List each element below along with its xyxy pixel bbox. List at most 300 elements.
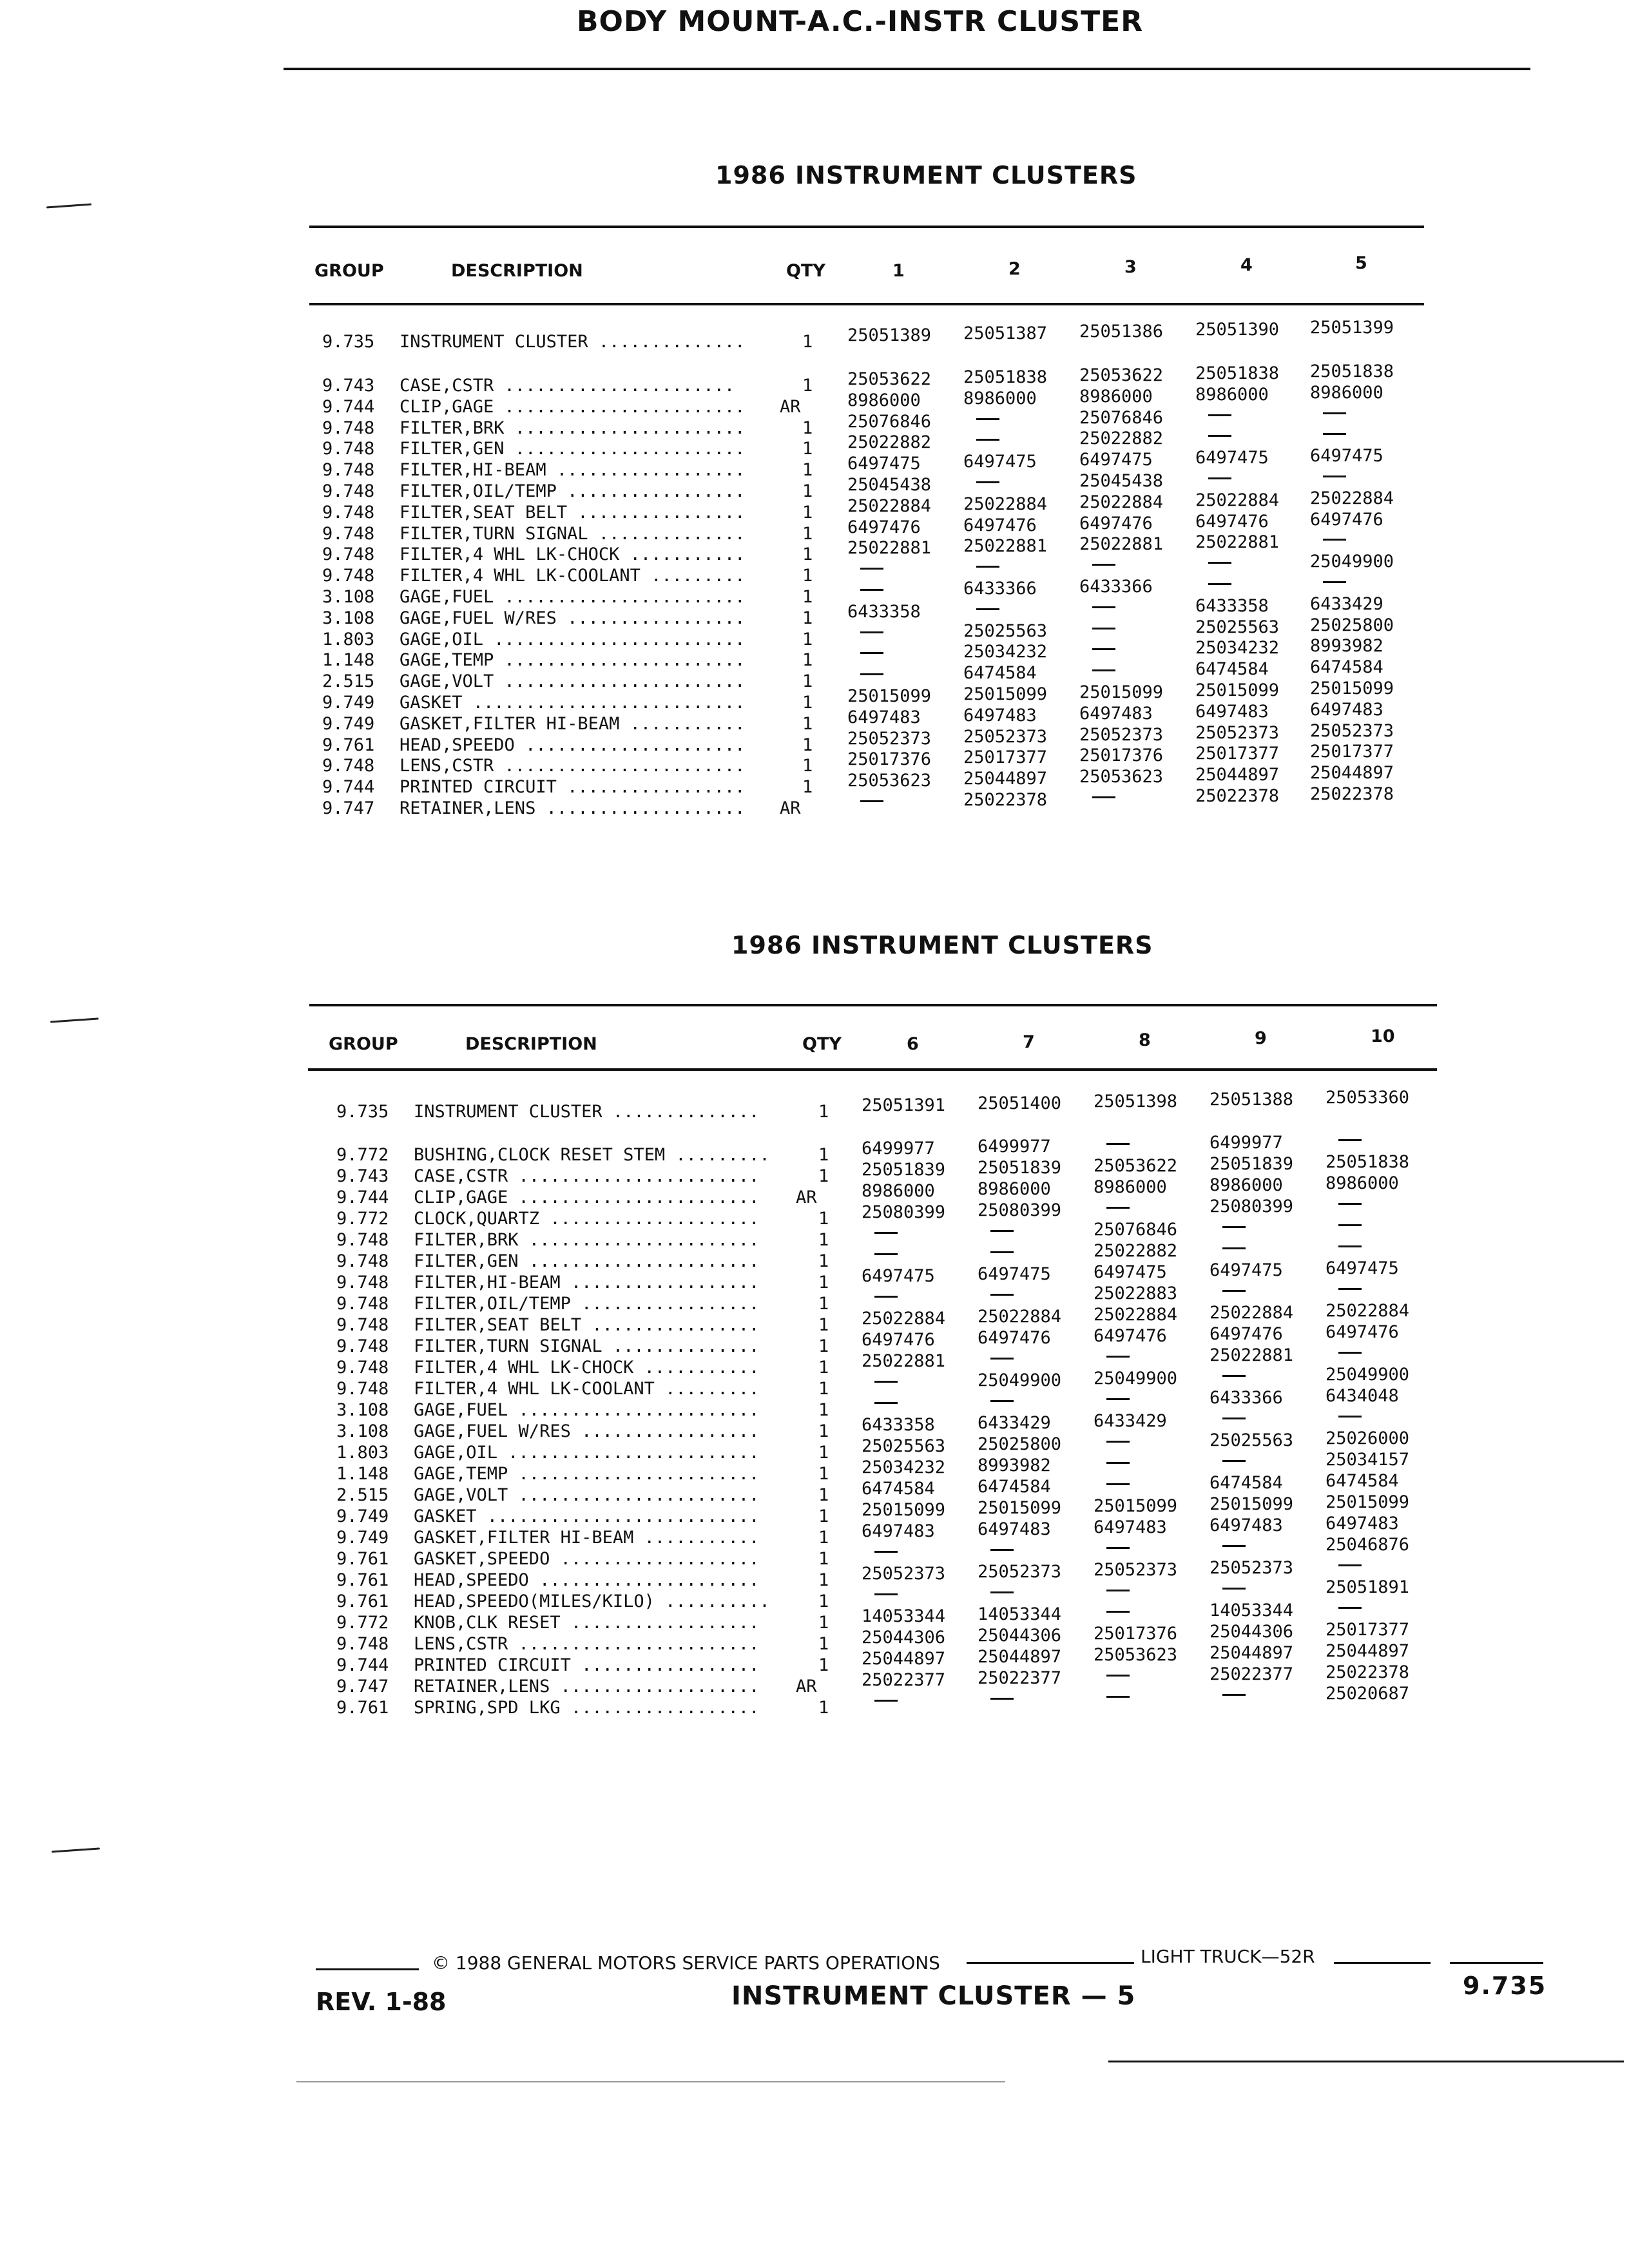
part-number-cell: 25052373 — [1094, 1560, 1178, 1580]
part-number-cell: 25051391 — [862, 1095, 946, 1115]
part-number-cell: 6497476 — [1310, 509, 1383, 530]
qty-cell: 1 — [818, 1464, 829, 1484]
part-number-cell — [1310, 530, 1333, 550]
part-number-cell: 8986000 — [847, 390, 921, 410]
part-number-cell: 25053360 — [1325, 1088, 1410, 1108]
part-number-cell — [1195, 575, 1219, 595]
margin-mark — [52, 1847, 100, 1852]
table-row — [0, 1220, 1629, 1251]
part-number-cell: 25017377 — [1195, 744, 1280, 764]
group-cell: 9.743 — [336, 1166, 389, 1186]
part-number-cell — [963, 410, 987, 430]
description-cell: GAGE,FUEL ....................... — [400, 587, 746, 607]
part-number-cell: 25017376 — [847, 749, 932, 770]
margin-mark — [50, 1017, 99, 1023]
part-number-cell: 25044897 — [963, 769, 1048, 789]
part-number-cell — [963, 557, 987, 577]
qty-cell: 1 — [802, 713, 813, 734]
description-cell: FILTER,TURN SIGNAL .............. — [400, 523, 746, 544]
part-number-cell: 25051390 — [1195, 320, 1280, 340]
part-number-cell: 25051386 — [1079, 322, 1164, 341]
group-cell: 3.108 — [336, 1421, 389, 1441]
description-cell: SPRING,SPD LKG .................. — [414, 1698, 760, 1718]
qty-cell: 1 — [802, 735, 813, 755]
group-cell: 9.772 — [336, 1209, 389, 1229]
part-number-cell — [862, 1691, 885, 1711]
qty-cell: 1 — [818, 1443, 829, 1463]
group-cell: 9.772 — [336, 1145, 389, 1165]
group-cell: 9.749 — [336, 1506, 389, 1526]
group-cell: 9.772 — [336, 1613, 389, 1633]
qty-cell: 1 — [818, 1634, 829, 1654]
part-number-cell: 25022378 — [1195, 786, 1280, 806]
part-number-cell: 25034232 — [963, 642, 1048, 662]
description-cell: BUSHING,CLOCK RESET STEM ......... — [414, 1145, 770, 1165]
group-cell: 9.749 — [336, 1528, 389, 1548]
column-header: DESCRIPTION — [465, 1034, 597, 1054]
qty-cell: 1 — [802, 650, 813, 671]
part-number-cell — [1325, 1599, 1349, 1619]
group-cell: 9.761 — [336, 1591, 389, 1611]
part-number-cell: 6497475 — [963, 452, 1037, 472]
description-cell: FILTER,4 WHL LK-COOLANT ......... — [400, 566, 746, 586]
column-header: GROUP — [314, 261, 384, 281]
part-number-cell — [1094, 1581, 1117, 1601]
part-number-cell: 25017377 — [1310, 742, 1394, 762]
part-number-cell: 25017377 — [963, 747, 1048, 768]
description-cell: CASE,CSTR ....................... — [414, 1166, 760, 1186]
group-cell: 2.515 — [336, 1485, 389, 1505]
part-number-cell: 6499977 — [978, 1137, 1051, 1157]
description-cell: KNOB,CLK RESET .................. — [414, 1613, 760, 1633]
part-number-cell: 25022377 — [978, 1668, 1062, 1688]
part-number-cell: 6433429 — [1094, 1411, 1167, 1431]
part-number-cell: 6497483 — [847, 707, 921, 727]
header-rule — [284, 68, 1530, 70]
part-number-cell — [978, 1349, 1001, 1369]
group-cell: 9.748 — [336, 1336, 389, 1356]
part-number-cell: 25051839 — [1210, 1154, 1294, 1174]
part-number-cell: 25015099 — [862, 1500, 946, 1520]
qty-cell: 1 — [818, 1315, 829, 1335]
description-cell: FILTER,GEN ...................... — [414, 1251, 760, 1271]
group-cell: 9.761 — [336, 1549, 389, 1569]
part-number-cell: 25017377 — [1325, 1620, 1410, 1640]
description-cell: FILTER,4 WHL LK-CHOCK ........... — [400, 544, 746, 565]
part-number-cell — [1210, 1686, 1233, 1706]
part-number-cell: 6497475 — [847, 454, 921, 474]
description-cell: GAGE,FUEL W/RES ................. — [414, 1421, 760, 1441]
part-number-cell: 25051399 — [1310, 318, 1394, 338]
description-cell: HEAD,SPEEDO ..................... — [414, 1570, 760, 1590]
qty-cell: 1 — [802, 502, 813, 523]
description-cell: FILTER,TURN SIGNAL .............. — [414, 1336, 760, 1356]
part-number-cell: 14053344 — [862, 1606, 946, 1626]
qty-cell: 1 — [818, 1570, 829, 1590]
column-header: 7 — [1023, 1032, 1035, 1052]
page-header-title: BODY MOUNT-A.C.-INSTR CLUSTER — [577, 5, 1144, 38]
part-number-cell — [1094, 1432, 1117, 1452]
group-cell: 9.735 — [322, 332, 375, 352]
part-number-cell: 8986000 — [1195, 384, 1269, 405]
part-number-cell — [1094, 1198, 1117, 1218]
part-number-cell: 25022884 — [1079, 492, 1164, 512]
column-header: DESCRIPTION — [451, 261, 583, 281]
description-cell: FILTER,4 WHL LK-COOLANT ......... — [414, 1379, 760, 1399]
part-number-cell — [978, 1392, 1001, 1412]
column-header: 2 — [1008, 259, 1021, 279]
qty-cell: 1 — [802, 523, 813, 544]
qty-cell: AR — [780, 798, 801, 818]
part-number-cell: 6497475 — [1210, 1260, 1283, 1280]
part-number-cell — [862, 1394, 885, 1414]
part-number-cell: 25022882 — [1079, 428, 1164, 449]
margin-mark — [46, 204, 92, 209]
description-cell: CASE,CSTR ...................... — [400, 376, 735, 396]
part-number-cell: 25022884 — [847, 495, 932, 516]
part-number-cell — [1079, 788, 1103, 808]
group-cell: 9.748 — [322, 544, 375, 565]
part-number-cell: 25025800 — [1310, 615, 1394, 635]
group-cell: 3.108 — [322, 587, 375, 607]
description-cell: GAGE,VOLT ....................... — [414, 1485, 760, 1505]
part-number-cell — [1195, 406, 1219, 426]
part-number-cell: 6497483 — [1094, 1517, 1167, 1537]
group-cell: 9.748 — [336, 1379, 389, 1399]
description-cell: LENS,CSTR ....................... — [414, 1634, 760, 1654]
part-number-cell: 6497476 — [978, 1328, 1051, 1348]
group-cell: 9.748 — [336, 1358, 389, 1378]
part-number-cell: 6433366 — [1079, 577, 1153, 597]
part-number-cell: 25015099 — [1310, 678, 1394, 698]
part-number-cell: 25022884 — [1094, 1305, 1178, 1325]
part-number-cell: 6497476 — [847, 517, 921, 537]
qty-cell: 1 — [802, 777, 813, 798]
description-cell: CLIP,GAGE ....................... — [400, 396, 746, 417]
part-number-cell: 25051838 — [963, 367, 1048, 387]
group-cell: 9.749 — [322, 693, 375, 713]
footer-series: LIGHT TRUCK—52R — [1141, 1946, 1315, 1967]
part-number-cell — [1310, 573, 1333, 593]
description-cell: GASKET .......................... — [414, 1506, 760, 1526]
part-number-cell — [963, 473, 987, 493]
part-number-cell: 8986000 — [1210, 1175, 1283, 1195]
description-cell: FILTER,SEAT BELT ................ — [414, 1315, 760, 1335]
description-cell: GAGE,OIL ........................ — [414, 1443, 760, 1463]
group-cell: 9.748 — [322, 481, 375, 501]
part-number-cell — [862, 1245, 885, 1265]
part-number-cell: 6474584 — [862, 1479, 935, 1499]
column-header: 5 — [1355, 253, 1367, 273]
qty-cell: 1 — [802, 608, 813, 628]
bottom-rule — [1108, 2061, 1624, 2062]
part-number-cell: 25051891 — [1325, 1577, 1410, 1597]
description-cell: FILTER,BRK ...................... — [414, 1230, 760, 1250]
group-cell: 3.108 — [336, 1400, 389, 1420]
qty-cell: 1 — [818, 1230, 829, 1250]
part-number-cell — [1210, 1367, 1233, 1387]
part-number-cell: 25022884 — [862, 1309, 946, 1329]
group-cell: 1.803 — [322, 629, 375, 649]
part-number-cell — [847, 665, 871, 685]
part-number-cell: 25025563 — [1195, 617, 1280, 637]
part-number-cell: 25044897 — [1195, 765, 1280, 785]
part-number-cell — [847, 581, 871, 601]
footer-copyright: © 1988 GENERAL MOTORS SERVICE PARTS OPERATIONS — [432, 1952, 940, 1974]
description-cell: HEAD,SPEEDO(MILES/KILO) .......... — [414, 1591, 770, 1611]
part-number-cell: 25022378 — [1325, 1662, 1410, 1682]
description-cell: CLOCK,QUARTZ .................... — [414, 1209, 760, 1229]
part-number-cell: 25015099 — [1094, 1496, 1178, 1516]
description-cell: RETAINER,LENS ................... — [400, 798, 746, 818]
footer-rule-right1 — [1334, 1962, 1431, 1964]
description-cell: HEAD,SPEEDO ..................... — [400, 735, 746, 755]
part-number-cell — [1310, 404, 1333, 424]
qty-cell: 1 — [818, 1336, 829, 1356]
table1-header-rule — [309, 303, 1424, 305]
part-number-cell: 25052373 — [862, 1564, 946, 1584]
part-number-cell — [1325, 1280, 1349, 1300]
group-cell: 9.744 — [336, 1187, 389, 1207]
part-number-cell: 6433429 — [1310, 593, 1383, 614]
part-number-cell: 25076846 — [847, 411, 932, 432]
part-number-cell — [847, 792, 871, 812]
group-cell: 9.748 — [322, 460, 375, 481]
part-number-cell: 25034157 — [1325, 1450, 1410, 1470]
part-number-cell: 25051838 — [1325, 1152, 1410, 1172]
part-number-cell: 25022378 — [963, 790, 1048, 810]
part-number-cell — [1079, 598, 1103, 618]
group-cell: 1.803 — [336, 1443, 389, 1463]
description-cell: FILTER,OIL/TEMP ................. — [400, 481, 746, 501]
part-number-cell: 25052373 — [1195, 722, 1280, 743]
part-number-cell — [1094, 1687, 1117, 1707]
group-cell: 9.744 — [322, 396, 375, 417]
qty-cell: 1 — [818, 1102, 829, 1122]
part-number-cell: 25051400 — [978, 1093, 1062, 1113]
group-cell: 1.148 — [336, 1464, 389, 1484]
group-cell: 1.148 — [322, 650, 375, 671]
part-number-cell: 25080399 — [1210, 1196, 1294, 1216]
part-number-cell: 25022883 — [1094, 1283, 1178, 1303]
qty-cell: AR — [780, 396, 801, 417]
part-number-cell: 25052373 — [1310, 720, 1394, 741]
part-number-cell: 25026000 — [1325, 1428, 1410, 1448]
part-number-cell: 6497475 — [862, 1266, 935, 1286]
description-cell: RETAINER,LENS ................... — [414, 1677, 760, 1696]
table-row — [0, 318, 1629, 353]
part-number-cell — [1325, 1556, 1349, 1576]
part-number-cell — [862, 1372, 885, 1392]
part-number-cell: 25080399 — [978, 1200, 1062, 1220]
part-number-cell: 25015099 — [978, 1498, 1062, 1518]
part-number-cell: 25045438 — [847, 475, 932, 495]
part-number-cell: 6497475 — [1195, 448, 1269, 468]
part-number-cell — [862, 1585, 885, 1605]
part-number-cell: 8986000 — [1079, 386, 1153, 407]
part-number-cell: 6497476 — [1210, 1324, 1283, 1344]
part-number-cell: 6474584 — [1210, 1473, 1283, 1493]
part-number-cell — [1094, 1454, 1117, 1474]
part-number-cell: 6474584 — [963, 663, 1037, 684]
part-number-cell — [978, 1689, 1001, 1709]
part-number-cell: 6497475 — [1310, 446, 1383, 466]
footer-rule-left — [316, 1968, 419, 1970]
part-number-cell: 25076846 — [1079, 407, 1164, 428]
part-number-cell: 25022377 — [862, 1670, 946, 1690]
group-cell: 9.747 — [322, 798, 375, 818]
part-number-cell: 25022881 — [1079, 534, 1164, 555]
part-number-cell: 25044306 — [978, 1626, 1062, 1646]
part-number-cell: 6497476 — [1079, 513, 1153, 533]
group-cell: 9.748 — [322, 502, 375, 523]
part-number-cell: 25053623 — [1079, 767, 1164, 787]
part-number-cell: 6497483 — [1195, 701, 1269, 722]
description-cell: FILTER,HI-BEAM .................. — [400, 460, 746, 481]
qty-cell: 1 — [818, 1591, 829, 1611]
part-number-cell: 25017376 — [1079, 745, 1164, 766]
table-row — [0, 407, 1629, 439]
part-number-cell — [1325, 1237, 1349, 1257]
table-row — [0, 1088, 1629, 1123]
part-number-cell: 8986000 — [1094, 1177, 1167, 1197]
qty-cell: 1 — [818, 1528, 829, 1548]
part-number-cell: 25044897 — [1310, 763, 1394, 783]
qty-cell: 1 — [802, 544, 813, 565]
part-number-cell: 25015099 — [1210, 1494, 1294, 1514]
column-header: 10 — [1371, 1026, 1395, 1046]
part-number-cell: 25053622 — [1079, 365, 1164, 385]
part-number-cell — [978, 1583, 1001, 1603]
part-number-cell: 25022884 — [978, 1307, 1062, 1327]
description-cell: PRINTED CIRCUIT ................. — [400, 777, 746, 798]
part-number-cell: 6474584 — [1310, 657, 1383, 678]
qty-cell: 1 — [802, 756, 813, 776]
part-number-cell: 6497476 — [1094, 1326, 1167, 1346]
part-number-cell: 6433366 — [963, 579, 1037, 599]
qty-cell: 1 — [818, 1166, 829, 1186]
footer-rev: REV. 1-88 — [316, 1988, 447, 2016]
part-number-cell: 8986000 — [1310, 382, 1383, 403]
part-number-cell: 25022884 — [1325, 1301, 1410, 1321]
table2-header-rule — [308, 1068, 1437, 1071]
table2-title: 1986 INSTRUMENT CLUSTERS — [731, 931, 1153, 959]
part-number-cell: 6474584 — [978, 1477, 1051, 1497]
part-number-cell: 6433429 — [978, 1413, 1051, 1433]
part-number-cell: 8993982 — [1310, 636, 1383, 657]
part-number-cell — [1210, 1537, 1233, 1557]
group-cell: 9.761 — [336, 1570, 389, 1590]
qty-cell: 1 — [818, 1655, 829, 1675]
part-number-cell — [1325, 1195, 1349, 1215]
part-number-cell: 25052373 — [963, 726, 1048, 747]
qty-cell: 1 — [818, 1273, 829, 1293]
part-number-cell: 6433366 — [1210, 1388, 1283, 1408]
group-cell: 9.748 — [322, 439, 375, 459]
table1-top-rule — [309, 226, 1424, 228]
column-header: 1 — [892, 261, 905, 281]
part-number-cell: 25015099 — [1325, 1492, 1410, 1512]
part-number-cell: 6497483 — [1079, 703, 1153, 724]
part-number-cell — [1310, 425, 1333, 445]
part-number-cell: 25051387 — [963, 323, 1048, 343]
qty-cell: 1 — [802, 629, 813, 649]
part-number-cell — [1325, 1216, 1349, 1236]
part-number-cell — [1195, 469, 1219, 489]
table-row — [0, 577, 1629, 608]
qty-cell: 1 — [818, 1400, 829, 1420]
qty-cell: AR — [796, 1187, 817, 1207]
part-number-cell — [978, 1541, 1001, 1561]
part-number-cell — [1094, 1539, 1117, 1559]
qty-cell: 1 — [818, 1145, 829, 1165]
part-number-cell — [862, 1224, 885, 1244]
bottom-faint-rule — [296, 2081, 1005, 2082]
part-number-cell: 25022882 — [1094, 1241, 1178, 1261]
part-number-cell: 6497476 — [1325, 1322, 1399, 1342]
part-number-cell — [1079, 640, 1103, 660]
qty-cell: 1 — [802, 418, 813, 438]
part-number-cell: 25022884 — [1210, 1303, 1294, 1323]
table2-top-rule — [309, 1004, 1437, 1006]
part-number-cell: 25022882 — [847, 432, 932, 453]
part-number-cell: 25034232 — [1195, 638, 1280, 658]
part-number-cell: 25053623 — [1094, 1645, 1178, 1665]
part-number-cell: 6497475 — [978, 1264, 1051, 1284]
part-number-cell: 25020687 — [1325, 1684, 1410, 1704]
part-number-cell: 25052373 — [1210, 1558, 1294, 1578]
qty-cell: 1 — [818, 1506, 829, 1526]
footer-section: INSTRUMENT CLUSTER — 5 — [731, 1981, 1136, 2011]
qty-cell: 1 — [802, 481, 813, 501]
group-cell: 9.748 — [336, 1251, 389, 1271]
part-number-cell: 25025800 — [978, 1434, 1062, 1454]
column-header: 6 — [907, 1034, 919, 1054]
part-number-cell: 6474584 — [1325, 1471, 1399, 1491]
part-number-cell: 25049900 — [978, 1370, 1062, 1390]
part-number-cell: 25049900 — [1094, 1369, 1178, 1389]
part-number-cell: 25022881 — [963, 536, 1048, 557]
part-number-cell — [1094, 1390, 1117, 1410]
footer-page-code: 9.735 — [1463, 1972, 1547, 2000]
part-number-cell: 25049900 — [1310, 552, 1394, 572]
qty-cell: 1 — [802, 376, 813, 396]
group-cell: 9.748 — [336, 1294, 389, 1314]
part-number-cell: 25076846 — [1094, 1220, 1178, 1240]
part-number-cell: 6434048 — [1325, 1386, 1399, 1406]
group-cell: 9.749 — [322, 713, 375, 734]
part-number-cell: 25022881 — [1195, 532, 1280, 553]
part-number-cell — [847, 623, 871, 643]
part-number-cell: 25053622 — [1094, 1156, 1178, 1176]
description-cell: CLIP,GAGE ....................... — [414, 1187, 760, 1207]
description-cell: GAGE,TEMP ....................... — [414, 1464, 760, 1484]
group-cell: 9.761 — [322, 735, 375, 755]
part-number-cell: 25022378 — [1310, 784, 1394, 804]
description-cell: GASKET,FILTER HI-BEAM ........... — [414, 1528, 760, 1548]
column-header: QTY — [786, 261, 825, 281]
part-number-cell: 25015099 — [847, 686, 932, 706]
description-cell: GASKET,SPEEDO ................... — [414, 1549, 760, 1569]
part-number-cell: 25022881 — [1210, 1345, 1294, 1365]
part-number-cell — [847, 559, 871, 579]
qty-cell: 1 — [818, 1294, 829, 1314]
part-number-cell: 6497483 — [978, 1519, 1051, 1539]
part-number-cell — [862, 1287, 885, 1307]
part-number-cell — [1210, 1579, 1233, 1599]
qty-cell: AR — [796, 1677, 817, 1696]
group-cell: 9.748 — [322, 418, 375, 438]
